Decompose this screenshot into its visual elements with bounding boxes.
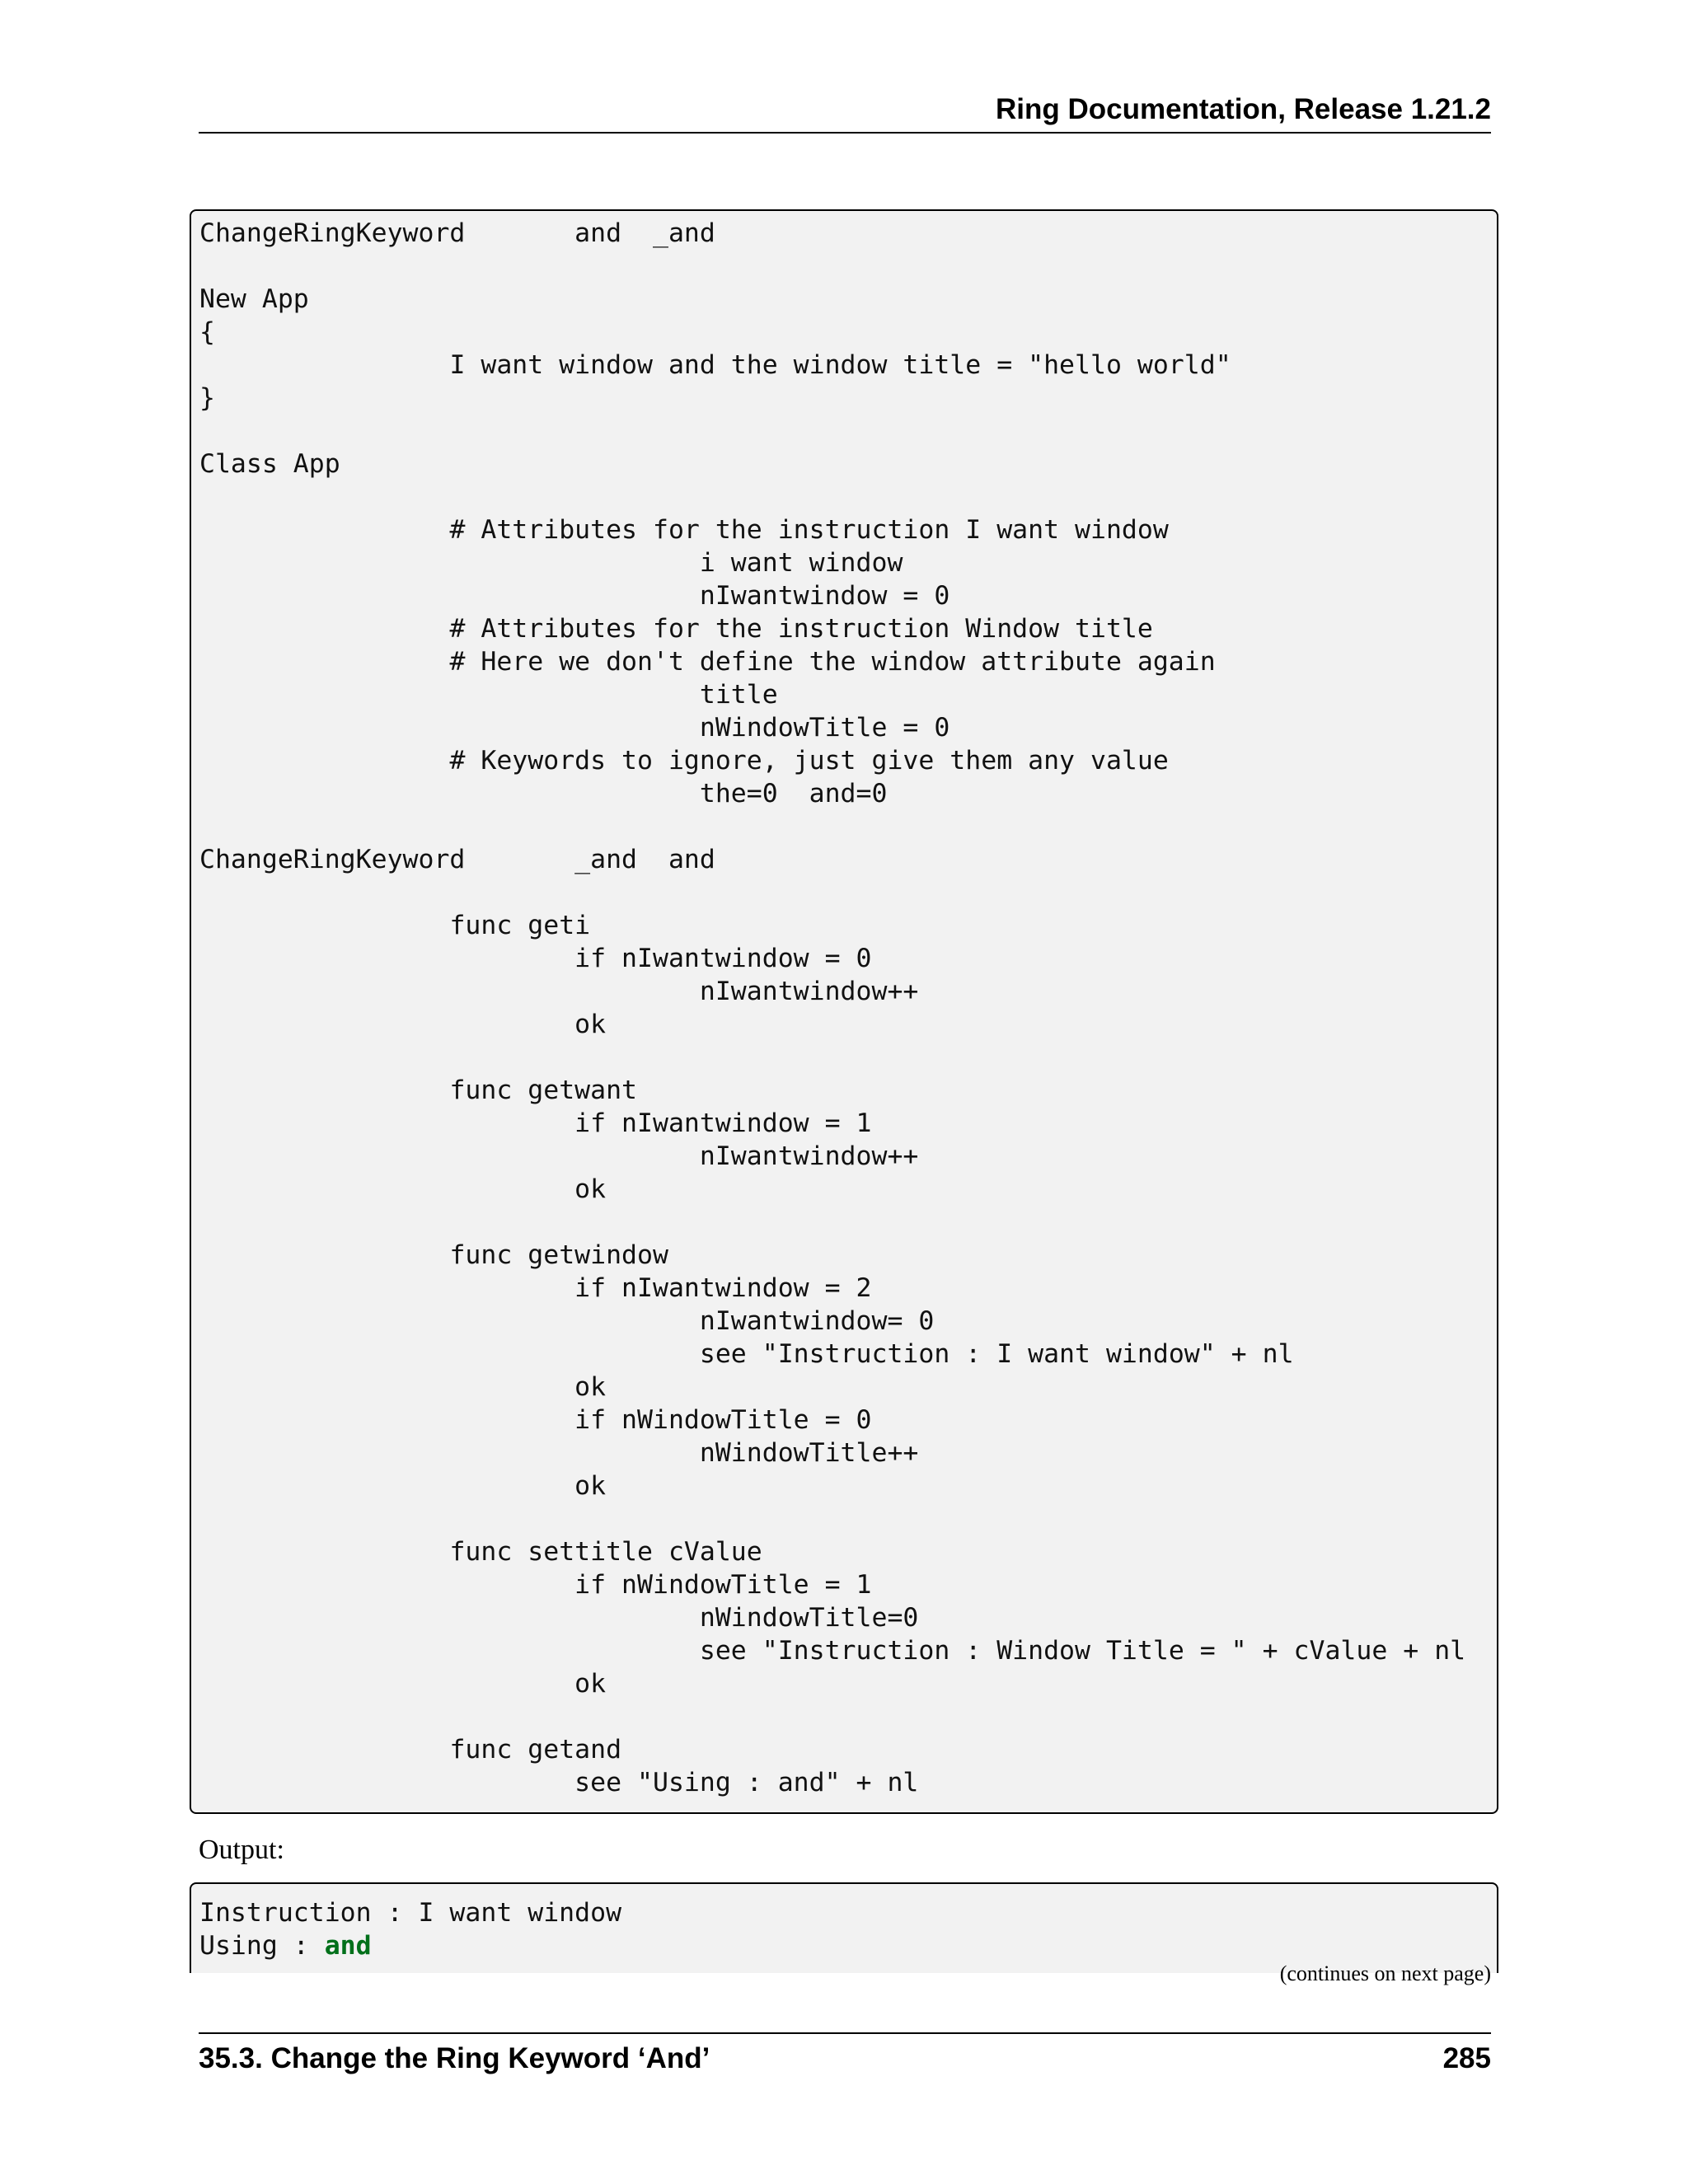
code-listing: ChangeRingKeyword and _and New App { I want window and the window title = "hello world" } Class App # Attributes for the instruction I want window i want window nIwantwindow = 0 # Attributes for the instruction Window title # Here we don't define the window attribute again title nWindowTitle = 0 # Keywords to ignore, just give them any value the=0 and=0 ChangeRingKeyword _and and func geti if nIwantwindow = 0 nIwantwindow++ ok func getwant if nIwantwindow = 1 nIwantwindow++ ok func getwindow if nIwantwindow = 2 nIwantwindow= 0 see "Instruction : I want window" + nl ok if nWindowTitle = 0 nWindowTitle++ ok func settitle cValue if nWindowTitle = 1 nWindowTitle=0 see "Instruction : Window Title = " + cValue + nl ok func getand see "Using : and" + nl — [199, 218, 1466, 1797]
page-header — [199, 89, 1491, 134]
output-line-2-prefix: Using : — [199, 1931, 325, 1961]
output-keyword: and — [324, 1931, 372, 1961]
output-listing — [199, 1896, 621, 1962]
code-block — [190, 209, 1498, 1814]
continues-note: (continues on next page) — [1279, 1961, 1491, 1985]
output-line-1: Instruction : I want window — [199, 1898, 622, 1928]
document-title: Ring Documentation, Release 1.21.2 — [995, 93, 1491, 125]
section-title: 35.3. Change the Ring Keyword ‘And’ — [199, 2042, 710, 2074]
page-number: 285 — [1442, 2042, 1491, 2074]
page-footer — [199, 2032, 1491, 2074]
output-label: Output: — [199, 1835, 284, 1865]
output-block — [190, 1882, 1498, 1973]
